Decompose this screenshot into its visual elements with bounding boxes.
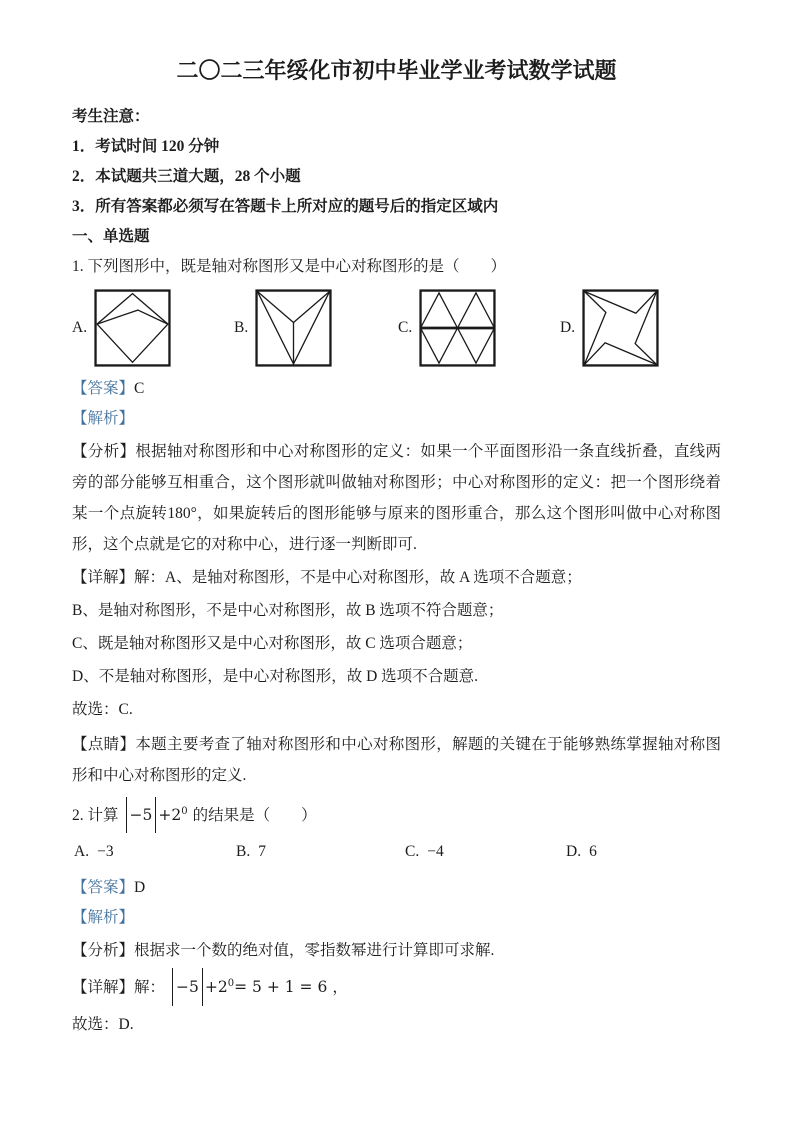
q1-answer-value: C (134, 380, 145, 397)
figure-c-top-zigzag (421, 293, 495, 328)
q2-option-b-label: B. (236, 843, 251, 860)
figure-b-upper-v (258, 291, 330, 322)
q2-option-c-value: −4 (427, 843, 444, 860)
q2-detail-plus-sign: + (204, 978, 218, 996)
q2-answer-line (72, 873, 721, 903)
q1-analysis-label: 【解析】 (72, 410, 135, 427)
q2-power-exponent: 0 (181, 805, 188, 817)
figure-a-diamond (97, 294, 168, 363)
q2-option-c-label: C. (405, 843, 420, 860)
q2-options-row (72, 837, 721, 867)
q2-stem-suffix: 的结果是（ ） (192, 807, 317, 824)
q2-fenxi-paragraph: 【分析】根据求一个数的绝对值，零指数幂进行计算即可求解. (72, 942, 495, 959)
q1-figure-row (72, 288, 721, 368)
q2-detail-formula (165, 978, 332, 996)
option-b-label: B. (234, 319, 249, 336)
q2-detail-suffix: ， (332, 979, 348, 996)
q2-detail-equals: = 5 + 1 = 6 (234, 978, 328, 996)
q2-option-c (405, 837, 444, 867)
q1-option-c (398, 288, 496, 368)
notice-item-2: 2．本试题共三道大题，28 个小题 (72, 168, 301, 185)
figure-d-star (584, 291, 656, 364)
q1-conclusion-line: 故选：C. (72, 701, 133, 718)
figure-c-triangles-graphic (419, 289, 496, 367)
q1-detail-line-1: 【详解】解：A、是轴对称图形，不是中心对称图形，故 A 选项不合题意； (72, 569, 582, 586)
q1-option-a (72, 288, 171, 368)
q2-option-d (566, 837, 597, 867)
option-a-label: A. (72, 319, 88, 336)
figure-a-chord (97, 310, 168, 324)
q2-conclusion-line: 故选：D. (72, 1016, 134, 1033)
q1-option-d (560, 288, 659, 368)
q2-option-a (74, 837, 114, 867)
page-title: 二〇二三年绥化市初中毕业学业考试数学试题 (176, 58, 617, 83)
q2-absolute-value: −5 (126, 797, 157, 833)
figure-d-pinwheel-star-graphic (582, 289, 659, 367)
q2-option-a-label: A. (74, 843, 90, 860)
q2-analysis-label: 【解析】 (72, 909, 135, 926)
q2-power-base: 2 (171, 806, 182, 824)
q2-option-d-value: 6 (589, 843, 597, 860)
q2-answer-value: D (134, 879, 146, 896)
q1-fenxi-paragraph: 【分析】根据轴对称图形和中心对称图形的定义：如果一个平面图形沿一条直线折叠，直线两旁的部分能够互相重合，这个图形就叫做轴对称图形；中心对称图形的定义：把一个图形绕着某一个点旋转180°，如果旋转后的图形能够与原来的图形重合，那么这个图形叫做中心对称图形，这个点就是它的对称中心，进行逐一判断即可. (72, 443, 721, 553)
q2-answer-label: 【答案】 (72, 879, 135, 896)
figure-c-bottom-zigzag (421, 328, 495, 363)
notice-heading: 考生注意： (72, 108, 150, 125)
q1-dianjing-paragraph: 【点睛】本题主要考查了轴对称图形和中心对称图形，解题的关键在于能够熟练掌握轴对称图形和中心对称图形的定义. (72, 736, 721, 784)
q2-stem-prefix: 2. 计算 (72, 807, 119, 824)
q2-detail-absolute-value: −5 (172, 968, 203, 1006)
q1-stem: 1. 下列图形中，既是轴对称图形又是中心对称图形的是（ ） (72, 258, 507, 275)
q2-option-d-label: D. (566, 843, 582, 860)
section-heading: 一、单选题 (72, 228, 150, 245)
q2-detail-power-base: 2 (217, 978, 228, 996)
figure-a-diamond-graphic (94, 289, 171, 367)
q2-plus-sign: + (158, 806, 172, 824)
q1-detail-line-3: C、既是轴对称图形又是中心对称图形，故 C 选项合题意； (72, 635, 473, 652)
option-d-label: D. (560, 319, 576, 336)
q1-answer-label: 【答案】 (72, 380, 135, 397)
q1-option-b (234, 288, 332, 368)
q2-option-a-value: −3 (97, 843, 114, 860)
notice-item-1: 1．考试时间 120 分钟 (72, 138, 220, 155)
q2-detail-line (72, 968, 721, 1006)
q2-option-b-value: 7 (258, 843, 266, 860)
q2-detail-prefix: 【详解】解： (72, 979, 166, 996)
figure-a-square-border (96, 291, 170, 366)
figure-b-arrow-graphic (255, 289, 332, 367)
option-c-label: C. (398, 319, 413, 336)
q2-option-b (236, 837, 266, 867)
q2-formula (119, 806, 193, 824)
q1-answer-line (72, 374, 721, 404)
q2-stem (72, 797, 721, 833)
notice-item-3: 3．所有答案都必须写在答题卡上所对应的题号后的指定区域内 (72, 198, 499, 215)
q1-detail-line-2: B、是轴对称图形，不是中心对称图形，故 B 选项不符合题意； (72, 602, 504, 619)
q2-detail-power-exponent: 0 (227, 977, 235, 989)
q1-detail-line-4: D、不是轴对称图形，是中心对称图形，故 D 选项不合题意. (72, 668, 479, 685)
